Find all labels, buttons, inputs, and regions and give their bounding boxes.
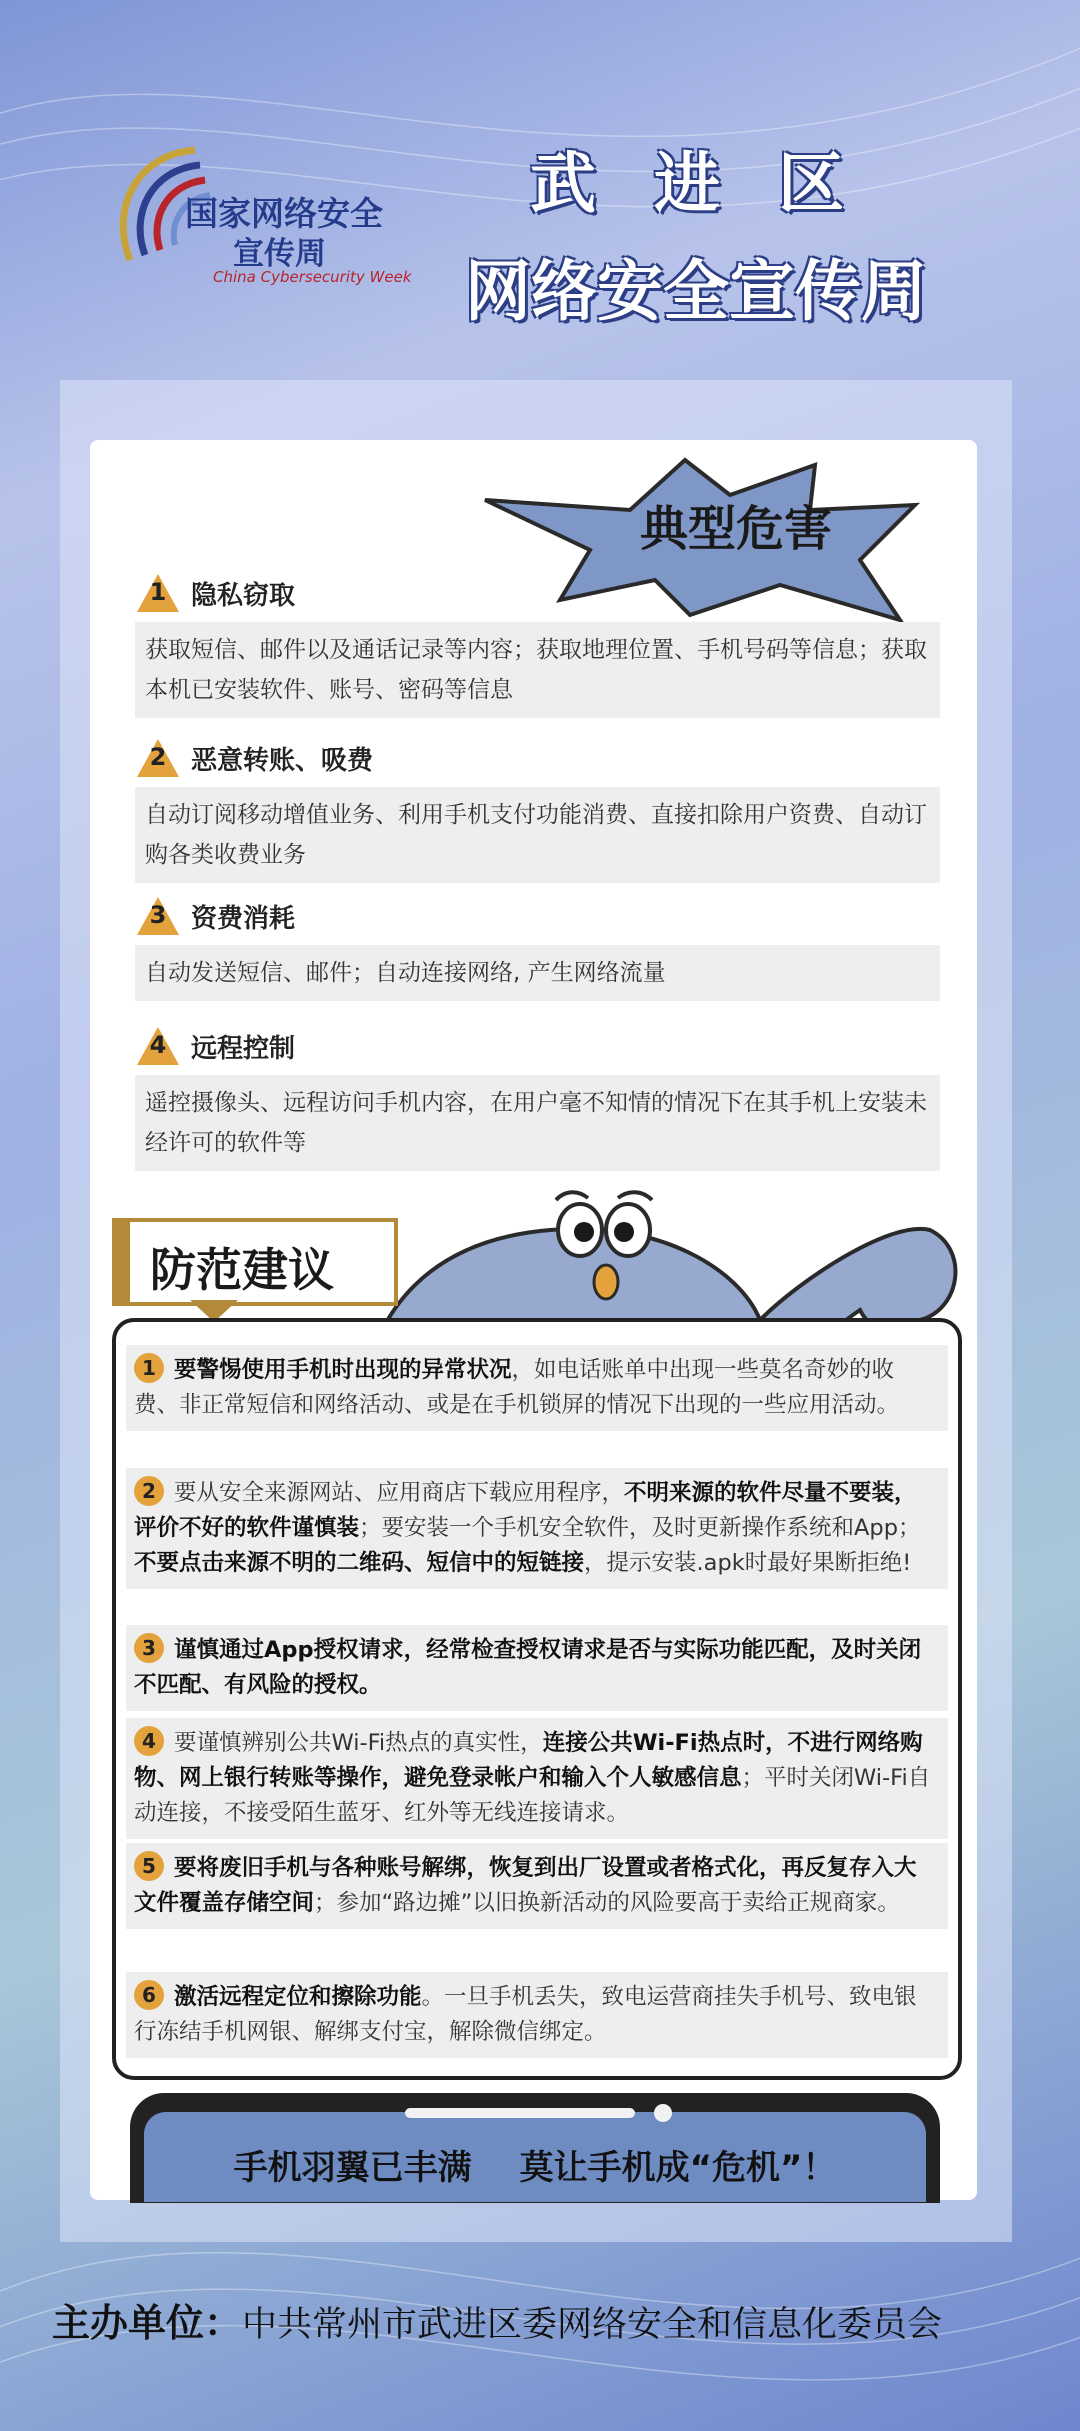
advice-item <box>126 1468 948 1589</box>
hazard-item <box>135 570 940 718</box>
cybersecurity-week-logo <box>105 140 415 300</box>
hazards-heading: 典型危害 <box>640 501 833 557</box>
number-badge: 2 <box>135 735 181 781</box>
organizer-name: 中共常州市武进区委网络安全和信息化委员会 <box>242 2305 943 2345</box>
number-badge: 1 <box>134 1353 164 1383</box>
advice-item <box>126 1718 948 1839</box>
advice-emphasis: 要将废旧手机与各种账号解绑，恢复到出厂设置或者格式化，再反复存入大文件覆盖存储空间 <box>134 1855 917 1916</box>
advice-text: 要从安全来源网站、应用商店下载应用程序， <box>174 1480 625 1506</box>
hazard-description: 自动订阅移动增值业务、利用手机支付功能消费、直接扣除用户资费、自动订购各类收费业务 <box>135 787 940 883</box>
logo-title-line2: 宣传周 <box>233 236 326 272</box>
advice-heading: 防范建议 <box>150 1243 334 1297</box>
advice-text: ；平时关闭Wi-Fi自动连接，不接受陌生蓝牙、红外等无线连接请求。 <box>134 1765 931 1826</box>
advice-emphasis: 不明来源的软件尽量不要装，评价不好的软件谨慎装 <box>134 1480 917 1541</box>
advice-text: 。一旦手机丢失，致电运营商挂失手机号、致电银行冻结手机网银、解绑支付宝，解除微信绑定。 <box>134 1984 917 2045</box>
number-badge: 3 <box>135 893 181 939</box>
hazard-title: 资费消耗 <box>191 903 296 934</box>
advice-emphasis: 谨慎通过App授权请求，经常检查授权请求是否与实际功能匹配，及时关闭不匹配、有风险的授权。 <box>134 1637 922 1698</box>
number-badge: 3 <box>134 1633 164 1663</box>
page-title-district: 武进区 <box>530 145 902 222</box>
advice-item <box>126 1345 948 1431</box>
advice-item <box>126 1843 948 1929</box>
hazard-title: 恶意转账、吸费 <box>191 745 374 776</box>
advice-text: ，如电话账单中出现一些莫名奇妙的收费、非正常短信和网络活动、或是在手机锁屏的情况下出现的一些应用活动。 <box>134 1357 900 1418</box>
hazard-description: 自动发送短信、邮件；自动连接网络, 产生网络流量 <box>135 945 940 1001</box>
advice-emphasis: 激活远程定位和擦除功能 <box>174 1984 422 2010</box>
number-badge: 2 <box>134 1476 164 1506</box>
advice-text: ，提示安装.apk时最好果断拒绝! <box>584 1550 912 1576</box>
hazard-item <box>135 893 940 1001</box>
organizer-footer <box>52 2292 1052 2347</box>
advice-item <box>126 1972 948 2058</box>
logo-title-line1: 国家网络安全 <box>185 194 383 233</box>
number-badge: 4 <box>134 1726 164 1756</box>
phone-camera-icon <box>654 2104 672 2122</box>
advice-text: ；要安装一个手机安全软件，及时更新操作系统和App； <box>359 1515 921 1541</box>
advice-text: 要谨慎辨别公共Wi-Fi热点的真实性， <box>174 1730 543 1756</box>
hazard-description: 遥控摄像头、远程访问手机内容，在用户毫不知情的情况下在其手机上安装未经许可的软件等 <box>135 1075 940 1171</box>
number-badge: 1 <box>135 570 181 616</box>
number-badge: 5 <box>134 1851 164 1881</box>
slogan-part2: 莫让手机成“危机”！ <box>519 2148 837 2188</box>
logo-english-name: China Cybersecurity Week <box>213 268 412 286</box>
hazard-title: 远程控制 <box>191 1033 296 1064</box>
hazard-item <box>135 1023 940 1171</box>
advice-heading-bar <box>112 1218 130 1306</box>
advice-emphasis: 要警惕使用手机时出现的异常状况 <box>174 1357 512 1383</box>
slogan-part1: 手机羽翼已丰满 <box>233 2148 472 2188</box>
number-badge: 6 <box>134 1980 164 2010</box>
hazard-item <box>135 735 940 883</box>
page-title-event: 网络安全宣传周 <box>465 253 927 330</box>
advice-emphasis: 连接公共Wi-Fi热点时，不进行网络购物、网上银行转账等操作，避免登录帐户和输入个人敏感信息 <box>134 1730 923 1791</box>
advice-text: ；参加“路边摊”以旧换新活动的风险要高于卖给正规商家。 <box>314 1890 900 1916</box>
organizer-label: 主办单位： <box>52 2301 243 2345</box>
phone-speaker-icon <box>405 2108 635 2118</box>
advice-emphasis: 不要点击来源不明的二维码、短信中的短链接 <box>134 1550 585 1576</box>
advice-item <box>126 1625 948 1711</box>
number-badge: 4 <box>135 1023 181 1069</box>
hazard-description: 获取短信、邮件以及通话记录等内容；获取地理位置、手机号码等信息；获取本机已安装软件、账号、密码等信息 <box>135 622 940 718</box>
slogan <box>144 2140 926 2189</box>
hazard-title: 隐私窃取 <box>191 580 296 611</box>
